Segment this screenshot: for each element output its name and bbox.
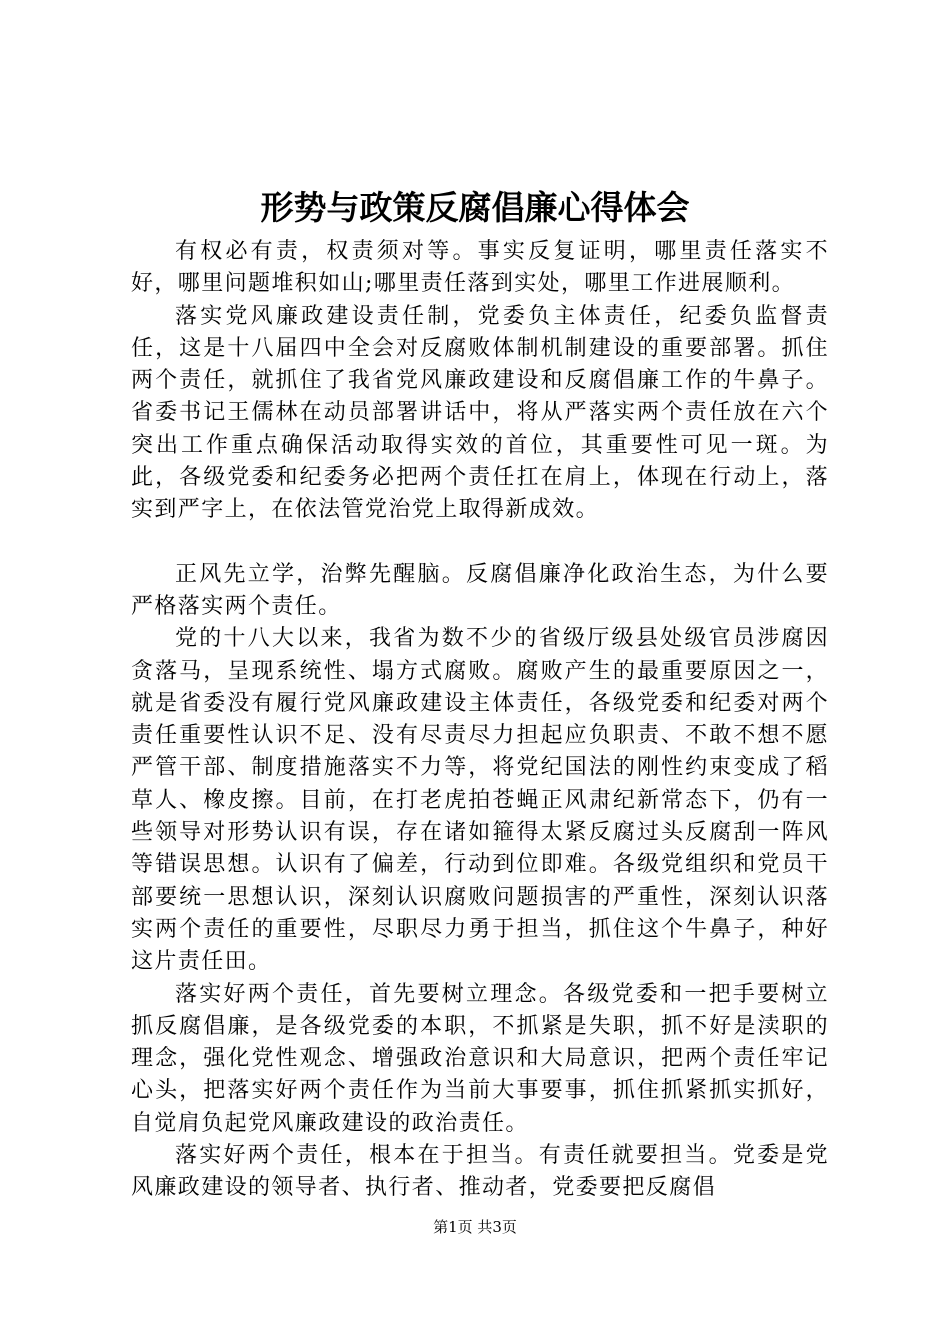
paragraph-5: 落实好两个责任，首先要树立理念。各级党委和一把手要树立抓反腐倡廉，是各级党委的本职，不抓紧是失职，抓不好是渎职的理念，强化党性观念、增强政治意识和大局意识，把两个责任牢记心头，把落实好两个责任作为当前大事要事，抓住抓紧抓实抓好，自觉肩负起党风廉政建设的政治责任。 <box>131 981 829 1136</box>
paragraph-3: 正风先立学，治弊先醒脑。反腐倡廉净化政治生态，为什么要严格落实两个责任。 <box>131 561 829 619</box>
paragraph-2: 落实党风廉政建设责任制，党委负主体责任，纪委负监督责任，这是十八届四中全会对反腐败体制机制建设的重要部署。抓住两个责任，就抓住了我省党风廉政建设和反腐倡廉工作的牛鼻子。省委书记王儒林在动员部署讲话中，将从严落实两个责任放在六个突出工作重点确保活动取得实效的首位，其重要性可见一斑。为此，各级党委和纪委务必把两个责任扛在肩上，体现在行动上，落实到严字上，在依法管党治党上取得新成效。 <box>131 303 829 523</box>
paragraph-4: 党的十八大以来，我省为数不少的省级厅级县处级官员涉腐因贪落马，呈现系统性、塌方式腐败。腐败产生的最重要原因之一，就是省委没有履行党风廉政建设主体责任，各级党委和纪委对两个责任重要性认识不足、没有尽责尽力担起应负职责、不敢不想不愿严管干部、制度措施落实不力等，将党纪国法的刚性约束变成了稻草人、橡皮擦。目前，在打老虎拍苍蝇正风肃纪新常态下，仍有一些领导对形势认识有误，存在诸如箍得太紧反腐过头反腐刮一阵风等错误思想。认识有了偏差，行动到位即难。各级党组织和党员干部要统一思想认识，深刻认识腐败问题损害的严重性，深刻认识落实两个责任的重要性，尽职尽力勇于担当，抓住这个牛鼻子，种好这片责任田。 <box>131 626 829 975</box>
paragraph-1: 有权必有责，权责须对等。事实反复证明，哪里责任落实不好，哪里问题堆积如山;哪里责任落到实处，哪里工作进展顺利。 <box>131 239 829 297</box>
paragraph-6: 落实好两个责任，根本在于担当。有责任就要担当。党委是党风廉政建设的领导者、执行者、推动者，党委要把反腐倡 <box>131 1143 829 1201</box>
page-footer: 第1页 共3页 <box>433 1218 517 1236</box>
document-body <box>131 236 829 1205</box>
document-title: 形势与政策反腐倡廉心得体会 <box>260 188 690 227</box>
